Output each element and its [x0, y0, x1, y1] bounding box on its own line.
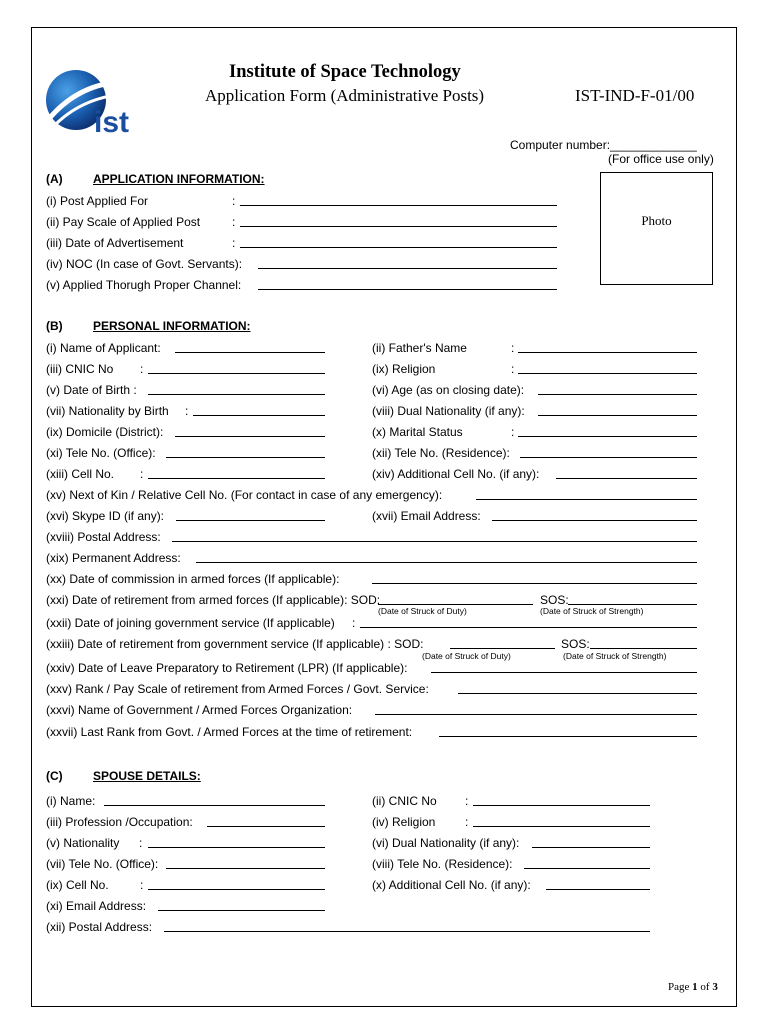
field-cnic-label: (iii) CNIC No — [46, 362, 114, 376]
spouse-dual-nationality-label: (vi) Dual Nationality (if any): — [372, 836, 520, 850]
spouse-cell-label: (ix) Cell No. — [46, 878, 109, 892]
field-skype-line[interactable] — [176, 520, 325, 521]
field-pay-scale-line[interactable] — [240, 226, 557, 227]
field-skype-label: (xvi) Skype ID (if any): — [46, 509, 165, 523]
colon: : — [140, 467, 144, 481]
spouse-cnic-label: (ii) CNIC No — [372, 794, 437, 808]
form-code: IST-IND-F-01/00 — [575, 86, 695, 105]
field-additional-cell-label: (xiv) Additional Cell No. (if any): — [372, 467, 540, 481]
spouse-name-line[interactable] — [104, 805, 325, 806]
colon: : — [352, 616, 356, 630]
field-retire-govt-label: (xxiii) Date of retirement from government service (If applicable) : SOD: — [46, 637, 424, 651]
colon: : — [139, 836, 143, 850]
field-permanent-address-line[interactable] — [196, 562, 697, 563]
form-subtitle: Application Form (Administrative Posts) — [205, 86, 485, 105]
field-advertisement-date-line[interactable] — [240, 247, 557, 248]
computer-number-label: Computer number:_____________ — [510, 138, 697, 152]
field-father-name-label: (ii) Father's Name — [372, 341, 467, 355]
field-post-applied-label: (i) Post Applied For — [46, 194, 149, 208]
colon: : — [140, 362, 144, 376]
field-proper-channel-line[interactable] — [258, 289, 557, 290]
colon: : — [185, 404, 189, 418]
spouse-tele-office-line[interactable] — [166, 868, 325, 869]
spouse-additional-cell-label: (x) Additional Cell No. (if any): — [372, 878, 531, 892]
spouse-tele-residence-label: (viii) Tele No. (Residence): — [372, 857, 513, 871]
colon: : — [232, 215, 236, 229]
field-applicant-name-label: (i) Name of Applicant: — [46, 341, 161, 355]
photo-label: Photo — [641, 213, 672, 228]
field-commission-date-line[interactable] — [372, 583, 697, 584]
field-next-of-kin-label: (xv) Next of Kin / Relative Cell No. (For contact in case of any emergency): — [46, 488, 443, 502]
spouse-religion-label: (iv) Religion — [372, 815, 436, 829]
svg-text:ist: ist — [94, 106, 130, 136]
field-domicile-label: (ix) Domicile (District): — [46, 425, 164, 439]
sos-note: (Date of Struck of Strength) — [563, 651, 667, 661]
section-a-title: APPLICATION INFORMATION: — [93, 172, 265, 186]
field-cell-line[interactable] — [148, 478, 325, 479]
spouse-additional-cell-line[interactable] — [546, 889, 650, 890]
field-tele-residence-label: (xii) Tele No. (Residence): — [372, 446, 510, 460]
field-org-name-line[interactable] — [375, 714, 697, 715]
field-joining-govt-line[interactable] — [360, 627, 697, 628]
sos-note: (Date of Struck of Strength) — [540, 606, 644, 616]
field-father-name-line[interactable] — [518, 352, 697, 353]
ist-logo — [46, 68, 146, 136]
colon: : — [232, 194, 236, 208]
field-next-of-kin-line[interactable] — [476, 499, 697, 500]
field-dual-nationality-line[interactable] — [538, 415, 697, 416]
spouse-nationality-label: (v) Nationality — [46, 836, 120, 850]
spouse-postal-label: (xii) Postal Address: — [46, 920, 153, 934]
colon: : — [511, 341, 515, 355]
sos-label: SOS: — [540, 593, 569, 607]
spouse-tele-residence-line[interactable] — [524, 868, 650, 869]
field-advertisement-date-label: (iii) Date of Advertisement — [46, 236, 184, 250]
colon: : — [232, 236, 236, 250]
field-rank-scale-line[interactable] — [458, 693, 697, 694]
field-last-rank-label: (xxvii) Last Rank from Govt. / Armed Forces at the time of retirement: — [46, 725, 413, 739]
spouse-profession-label: (iii) Profession /Occupation: — [46, 815, 193, 829]
field-commission-date-label: (xx) Date of commission in armed forces (If applicable): — [46, 572, 340, 586]
field-nationality-line[interactable] — [193, 415, 325, 416]
field-dual-nationality-label: (viii) Dual Nationality (if any): — [372, 404, 525, 418]
colon: : — [465, 815, 469, 829]
field-retire-armed-label: (xxi) Date of retirement from armed forces (If applicable): SOD: — [46, 593, 381, 607]
sod-note: (Date of Struck of Duty) — [422, 651, 511, 661]
field-lpr-label: (xxiv) Date of Leave Preparatory to Retirement (LPR) (If applicable): — [46, 661, 408, 675]
field-tele-office-label: (xi) Tele No. (Office): — [46, 446, 156, 460]
spouse-cnic-line[interactable] — [473, 805, 650, 806]
field-dob-label: (v) Date of Birth : — [46, 383, 137, 397]
page-number: Page 1 of 3 — [668, 981, 718, 993]
spouse-profession-line[interactable] — [207, 826, 325, 827]
spouse-email-line[interactable] — [158, 910, 325, 911]
field-religion-line[interactable] — [518, 373, 697, 374]
spouse-nationality-line[interactable] — [148, 847, 325, 848]
section-b-title: PERSONAL INFORMATION: — [93, 319, 251, 333]
colon: : — [511, 362, 515, 376]
field-retire-govt-sos-line[interactable] — [590, 648, 697, 649]
field-age-line[interactable] — [538, 394, 697, 395]
spouse-dual-nationality-line[interactable] — [532, 847, 650, 848]
field-rank-scale-label: (xxv) Rank / Pay Scale of retirement from Armed Forces / Govt. Service: — [46, 682, 429, 696]
field-email-label: (xvii) Email Address: — [372, 509, 481, 523]
section-c-letter: (C) — [46, 769, 63, 783]
section-c-title: SPOUSE DETAILS: — [93, 769, 201, 783]
field-domicile-line[interactable] — [175, 436, 325, 437]
spouse-tele-office-label: (vii) Tele No. (Office): — [46, 857, 159, 871]
field-retire-armed-sod-line[interactable] — [378, 604, 533, 605]
field-postal-address-line[interactable] — [172, 541, 697, 542]
field-marital-status-line[interactable] — [518, 436, 697, 437]
field-age-label: (vi) Age (as on closing date): — [372, 383, 525, 397]
field-email-line[interactable] — [492, 520, 697, 521]
field-lpr-line[interactable] — [431, 672, 697, 673]
field-retire-armed-sos-line[interactable] — [568, 604, 697, 605]
field-tele-residence-line[interactable] — [520, 457, 697, 458]
field-postal-address-label: (xviii) Postal Address: — [46, 530, 161, 544]
field-religion-label: (ix) Religion — [372, 362, 436, 376]
field-tele-office-line[interactable] — [166, 457, 325, 458]
field-joining-govt-label: (xxii) Date of joining government service (If applicable) — [46, 616, 335, 630]
sod-note: (Date of Struck of Duty) — [378, 606, 467, 616]
section-b-letter: (B) — [46, 319, 63, 333]
field-post-applied-line[interactable] — [240, 205, 557, 206]
field-nationality-label: (vii) Nationality by Birth — [46, 404, 169, 418]
spouse-cell-line[interactable] — [148, 889, 325, 890]
field-dob-line[interactable] — [148, 394, 325, 395]
sos-label: SOS: — [561, 637, 590, 651]
spouse-email-label: (xi) Email Address: — [46, 899, 147, 913]
section-a-letter: (A) — [46, 172, 63, 186]
field-noc-label: (iv) NOC (In case of Govt. Servants): — [46, 257, 243, 271]
field-additional-cell-line[interactable] — [556, 478, 697, 479]
field-org-name-label: (xxvi) Name of Government / Armed Forces Organization: — [46, 703, 353, 717]
field-cnic-line[interactable] — [148, 373, 325, 374]
office-use-note: (For office use only) — [608, 152, 714, 166]
field-applicant-name-line[interactable] — [175, 352, 325, 353]
field-marital-status-label: (x) Marital Status — [372, 425, 463, 439]
photo-box[interactable] — [600, 172, 713, 285]
spouse-postal-line[interactable] — [164, 931, 650, 932]
field-permanent-address-label: (xix) Permanent Address: — [46, 551, 181, 565]
spouse-religion-line[interactable] — [473, 826, 650, 827]
colon: : — [465, 794, 469, 808]
colon: : — [140, 878, 144, 892]
field-noc-line[interactable] — [258, 268, 557, 269]
field-last-rank-line[interactable] — [439, 736, 697, 737]
field-proper-channel-label: (v) Applied Thorugh Proper Channel: — [46, 278, 242, 292]
page-title: Institute of Space Technology — [229, 62, 461, 82]
colon: : — [511, 425, 515, 439]
field-retire-govt-sod-line[interactable] — [450, 648, 555, 649]
field-pay-scale-label: (ii) Pay Scale of Applied Post — [46, 215, 201, 229]
field-cell-label: (xiii) Cell No. — [46, 467, 115, 481]
spouse-name-label: (i) Name: — [46, 794, 96, 808]
